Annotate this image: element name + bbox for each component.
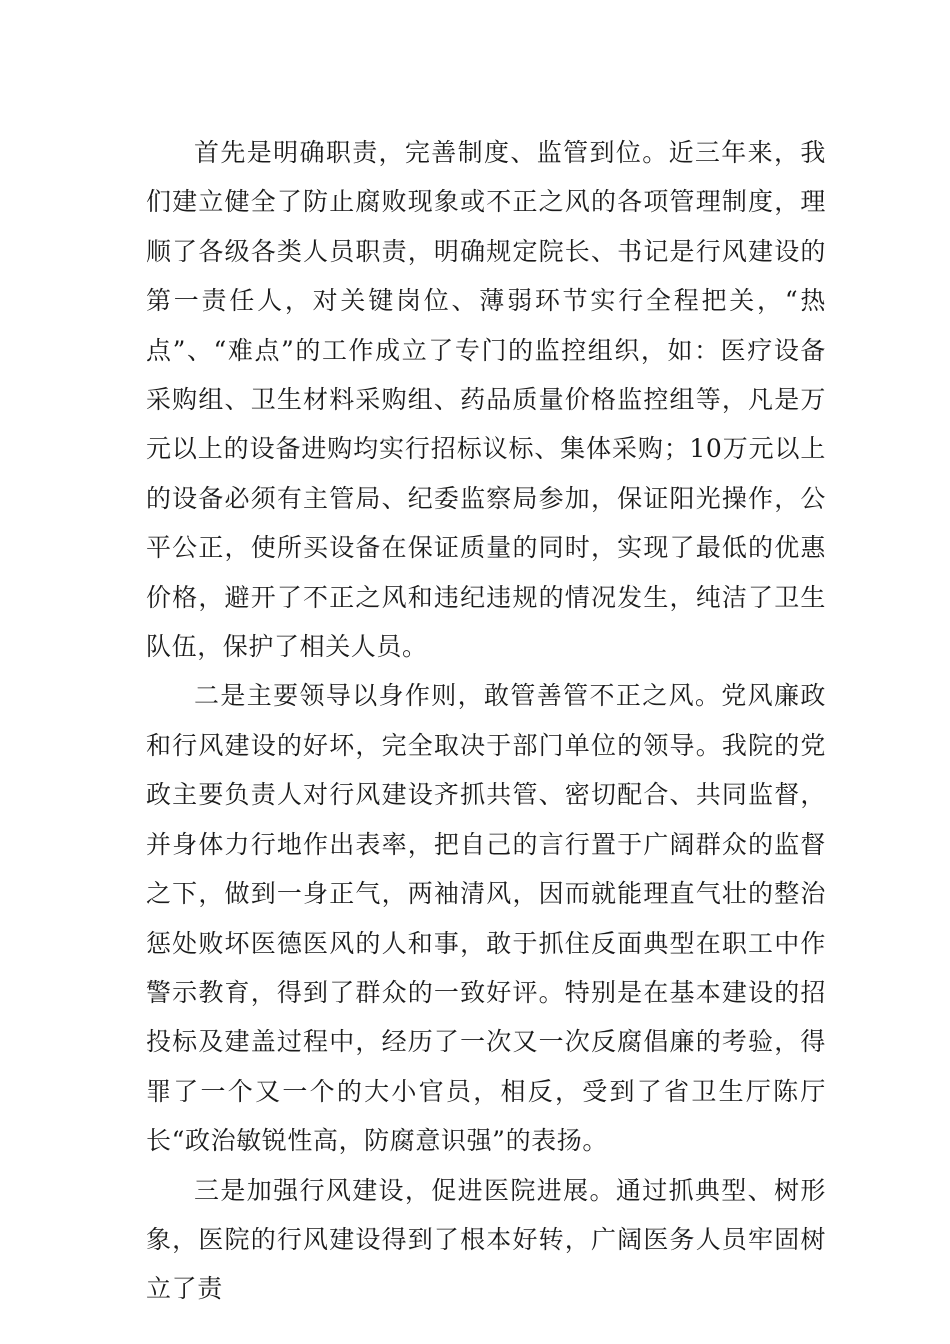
paragraph-responsibility-system: 首先是明确职责，完善制度、监管到位。近三年来，我们建立健全了防止腐败现象或不正之风的各项管理制度，理顺了各级各类人员职责，明确规定院长、书记是行风建设的第一责任人，对关键岗位、薄弱环节实行全程把关，“热点”、“难点”的工作成立了专门的监控组织，如：医疗设备采购组、卫生材料采购组、药品质量价格监控组等，凡是万元以上的设备进购均实行招标议标、集体采购；10万元以上的设备必须有主管局、纪委监察局参加，保证阳光操作，公平公正，使所买设备在保证质量的同时，实现了最低的优惠价格，避开了不正之风和违纪违规的情况发生，纯洁了卫生队伍，保护了相关人员。 [146,138,826,662]
document-body [146,128,826,1314]
paragraph-hospital-progress: 三是加强行风建设，促进医院进展。通过抓典型、树形象，医院的行风建设得到了根本好转，广阔医务人员牢固树立了责 [146,1175,826,1304]
paragraph-leadership-example: 二是主要领导以身作则，敢管善管不正之风。党风廉政和行风建设的好坏，完全取决于部门单位的领导。我院的党政主要负责人对行风建设齐抓共管、密切配合、共同监督，并身体力行地作出表率，把自己的言行置于广阔群众的监督之下，做到一身正气，两袖清风，因而就能理直气壮的整治惩处败坏医德医风的人和事，敢于抓住反面典型在职工中作警示教育，得到了群众的一致好评。特别是在基本建设的招投标及建盖过程中，经历了一次又一次反腐倡廉的考验，得罪了一个又一个的大小官员，相反，受到了省卫生厅陈厅长“政治敏锐性高，防腐意识强”的表扬。 [146,681,826,1156]
